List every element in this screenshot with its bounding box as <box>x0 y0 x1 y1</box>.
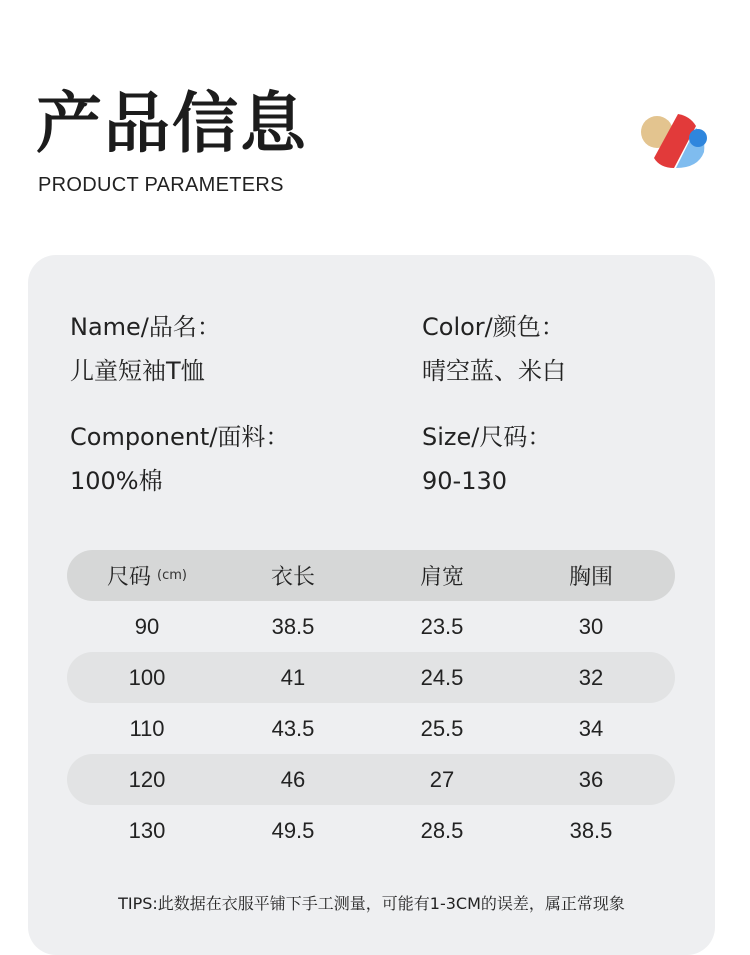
table-row <box>67 754 675 805</box>
table-row <box>67 652 675 703</box>
param-color <box>422 307 566 391</box>
table-header-cell: 衣长 <box>270 565 316 590</box>
table-header-cell: 尺码 (cm) <box>107 565 187 590</box>
param-name <box>70 307 221 391</box>
page-subtitle: PRODUCT PARAMETERS <box>38 174 284 196</box>
table-cell: 24.5 <box>420 664 464 690</box>
table-cell: 43.5 <box>271 715 315 741</box>
unit-label: (cm) <box>157 568 187 583</box>
size-table <box>67 550 675 856</box>
table-cell: 30 <box>578 613 604 639</box>
table-cell: 41 <box>280 664 306 690</box>
table-header-cell: 肩宽 <box>419 565 465 590</box>
table-cell: 23.5 <box>420 613 464 639</box>
table-row <box>67 805 675 856</box>
table-cell: 34 <box>578 715 604 741</box>
measurement-tips: TIPS:此数据在衣服平铺下手工测量，可能有1-3CM的误差，属正常现象 <box>118 894 625 913</box>
table-cell: 130 <box>128 817 166 843</box>
param-color-label: Color/颜色： <box>422 313 565 341</box>
param-size-value: 90-130 <box>422 467 508 495</box>
param-name-value: 儿童短袖T恤 <box>70 357 205 385</box>
table-cell: 49.5 <box>271 817 315 843</box>
table-cell: 28.5 <box>420 817 464 843</box>
table-cell: 110 <box>129 715 165 741</box>
param-name-label: Name/品名： <box>70 313 221 341</box>
table-row <box>67 703 675 754</box>
table-header-row <box>67 550 675 601</box>
table-cell: 38.5 <box>569 817 613 843</box>
param-component <box>70 417 289 501</box>
param-color-value: 晴空蓝、米白 <box>422 357 566 385</box>
param-size <box>422 417 551 501</box>
table-cell: 120 <box>128 766 166 792</box>
table-header-cell: 胸围 <box>568 565 614 590</box>
table-cell: 100 <box>128 664 166 690</box>
table-cell: 46 <box>280 766 306 792</box>
table-cell: 32 <box>578 664 604 690</box>
param-size-label: Size/尺码： <box>422 423 552 451</box>
product-info-card <box>28 255 715 955</box>
table-cell: 25.5 <box>420 715 464 741</box>
param-component-label: Component/面料： <box>70 423 290 451</box>
page-title: 产品信息 <box>36 85 308 162</box>
table-row <box>67 601 675 652</box>
table-cell: 36 <box>578 766 604 792</box>
brand-logo-icon <box>640 108 710 172</box>
table-cell: 90 <box>134 613 160 639</box>
table-cell: 38.5 <box>271 613 315 639</box>
param-component-value: 100%棉 <box>70 467 163 495</box>
table-cell: 27 <box>429 766 455 792</box>
